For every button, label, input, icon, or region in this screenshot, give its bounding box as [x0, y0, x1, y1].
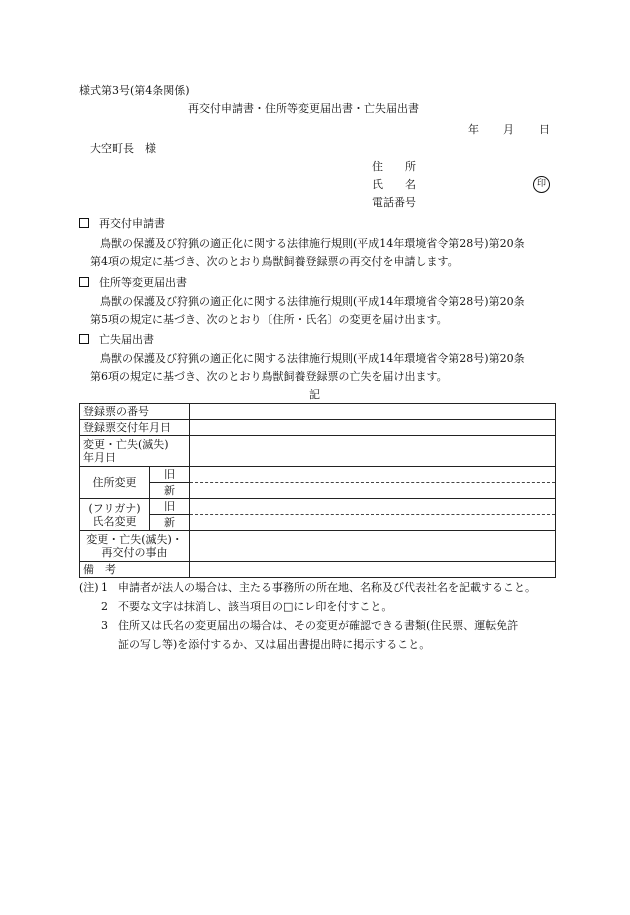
- date-month-label: 月: [503, 123, 514, 136]
- name-change-label-line1: (フリガナ): [88, 501, 141, 515]
- table-row: [80, 483, 556, 499]
- reg-date-label: 登録票交付年月日: [80, 420, 190, 436]
- section-loss-title: 亡失届出書: [99, 333, 154, 346]
- section-reissue-line1: 鳥獣の保護及び狩猟の適正化に関する法律施行規則(平成14年環境省令第28号)第20条: [100, 237, 525, 250]
- loss-checkbox[interactable]: [79, 334, 89, 344]
- note-2-number: 2: [101, 600, 108, 613]
- table-row: [80, 467, 556, 483]
- section-reissue-heading: [79, 217, 165, 231]
- addressee: 大空町長 様: [90, 142, 156, 155]
- reg-number-field[interactable]: [190, 404, 556, 420]
- table-row: [80, 420, 556, 436]
- applicant-address-label: 住 所: [372, 160, 416, 173]
- section-change-title: 住所等変更届出書: [99, 276, 187, 289]
- reg-number-label: 登録票の番号: [80, 404, 190, 420]
- address-old-field[interactable]: [190, 467, 556, 483]
- table-row: [80, 404, 556, 420]
- section-reissue-title: 再交付申請書: [99, 217, 165, 230]
- date-year-label: 年: [468, 123, 479, 136]
- address-new-label: 新: [150, 483, 190, 499]
- name-change-label: [80, 499, 150, 531]
- section-loss-line2: 第6項の規定に基づき、次のとおり鳥獣飼養登録票の亡失を届け出ます。: [90, 370, 448, 383]
- name-old-label: 旧: [150, 499, 190, 515]
- table-row: [80, 436, 556, 467]
- note-3-number: 3: [101, 619, 108, 632]
- change-date-label-line2: 年月日: [83, 451, 116, 464]
- reason-label: [80, 531, 190, 562]
- change-date-field[interactable]: [190, 436, 556, 467]
- applicant-name-label: 氏 名: [372, 178, 416, 191]
- table-row: [80, 562, 556, 578]
- reason-label-line1: 変更・亡失(滅失)・: [86, 533, 183, 546]
- note-3-line1: 住所又は氏名の変更届出の場合は、その変更が確認できる書類(住民票、運転免許: [118, 619, 519, 632]
- section-change-heading: [79, 276, 187, 290]
- change-date-label: [80, 436, 190, 467]
- section-change-line1: 鳥獣の保護及び狩猟の適正化に関する法律施行規則(平成14年環境省令第28号)第20条: [100, 295, 525, 308]
- name-old-field[interactable]: [190, 499, 556, 515]
- applicant-phone-label: 電話番号: [372, 196, 416, 209]
- table-row: [80, 499, 556, 515]
- name-new-label: 新: [150, 515, 190, 531]
- change-checkbox[interactable]: [79, 277, 89, 287]
- section-loss-heading: [79, 333, 154, 347]
- reg-date-field[interactable]: [190, 420, 556, 436]
- address-new-field[interactable]: [190, 483, 556, 499]
- detail-table: [79, 403, 556, 578]
- note-3-line2: 証の写し等)を添付するか、又は届出書提出時に掲示すること。: [118, 638, 431, 651]
- change-date-label-line1: 変更・亡失(滅失): [83, 438, 169, 451]
- reissue-checkbox[interactable]: [79, 218, 89, 228]
- note-prefix: (注): [79, 581, 99, 594]
- address-old-label: 旧: [150, 467, 190, 483]
- table-row: [80, 515, 556, 531]
- note-1: 申請者が法人の場合は、主たる事務所の所在地、名称及び代表社名を記載すること。: [118, 581, 536, 594]
- document-title: 再交付申請書・住所等変更届出書・亡失届出書: [188, 102, 419, 115]
- remarks-label: 備 考: [80, 562, 190, 578]
- section-loss-line1: 鳥獣の保護及び狩猟の適正化に関する法律施行規則(平成14年環境省令第28号)第20条: [100, 352, 525, 365]
- note-1-number: 1: [101, 581, 108, 594]
- name-change-label-line2: 氏名変更: [92, 514, 137, 528]
- section-change-line2: 第5項の規定に基づき、次のとおり〔住所・氏名〕の変更を届け出ます。: [90, 313, 448, 326]
- note-2: 不要な文字は抹消し、該当項目の□にレ印を付すこと。: [118, 600, 393, 613]
- table-row: [80, 531, 556, 562]
- date-day-label: 日: [539, 123, 550, 136]
- remarks-field[interactable]: [190, 562, 556, 578]
- ki-heading: 記: [309, 388, 320, 401]
- address-change-label: 住所変更: [80, 467, 150, 499]
- section-reissue-line2: 第4項の規定に基づき、次のとおり鳥獣飼養登録票の再交付を申請します。: [90, 255, 459, 268]
- reason-label-line2: 再交付の事由: [101, 546, 168, 559]
- reason-field[interactable]: [190, 531, 556, 562]
- seal-mark: 印: [533, 176, 550, 193]
- name-new-field[interactable]: [190, 515, 556, 531]
- form-number: 様式第3号(第4条関係): [79, 84, 190, 97]
